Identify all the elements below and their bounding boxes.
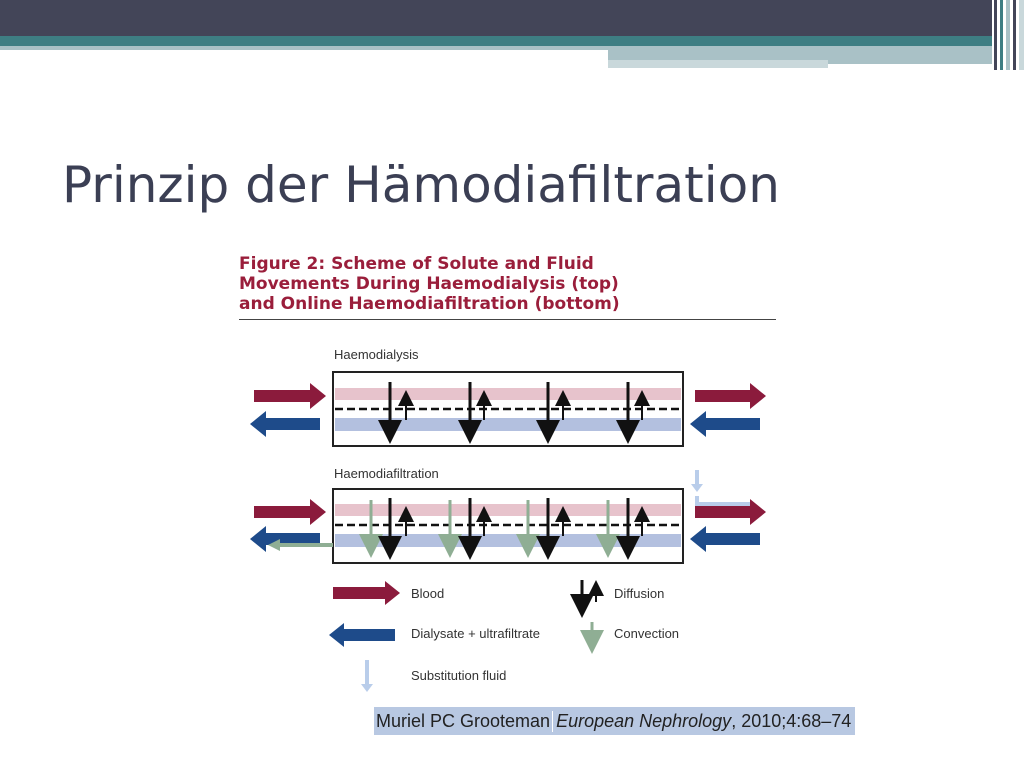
legend-dialysate-swatch xyxy=(329,623,395,647)
legend-blood-swatch xyxy=(333,581,400,605)
header-stripe-pale xyxy=(608,60,828,68)
haemodialysis-panel xyxy=(250,372,766,446)
figure-caption-line: and Online Haemodiafiltration (bottom) xyxy=(239,294,620,314)
slide-header-bar xyxy=(0,0,1024,36)
figure-caption xyxy=(239,254,639,314)
legend-item-substitution xyxy=(361,660,506,692)
dialysate-out-arrow xyxy=(250,526,320,552)
legend-item-diffusion xyxy=(582,580,664,606)
citation-author: Muriel PC Grooteman xyxy=(374,711,553,732)
citation-reference: , 2010;4:68–74 xyxy=(731,710,852,731)
slide-title: Prinzip der Hämodiafiltration xyxy=(62,156,780,214)
legend-item-dialysate xyxy=(329,623,540,647)
dialysate-in-arrow xyxy=(690,526,760,552)
caption-divider xyxy=(239,319,776,320)
figure-caption-line: Movements During Haemodialysis (top) xyxy=(239,274,619,294)
citation-journal: European Nephrology xyxy=(556,710,732,731)
header-stripe-light-left xyxy=(0,46,608,50)
haemodiafiltration-panel xyxy=(250,470,766,563)
dialysis-scheme-diagram xyxy=(240,338,780,698)
blood-in-arrow xyxy=(254,383,326,409)
legend-item-convection xyxy=(592,622,679,642)
legend-item-blood xyxy=(333,581,444,605)
legend-diffusion-label: Diffusion xyxy=(614,586,665,601)
legend-substitution-label: Substitution fluid xyxy=(411,668,507,683)
legend xyxy=(329,580,679,692)
legend-convection-label: Convection xyxy=(614,626,680,641)
panel-label-haemodiafiltration: Haemodiafiltration xyxy=(334,466,439,481)
legend-blood-label: Blood xyxy=(411,586,445,601)
figure-caption-line: Figure 2: Scheme of Solute and Fluid xyxy=(239,254,594,274)
blood-out-arrow xyxy=(695,383,766,409)
blood-in-arrow xyxy=(254,499,326,525)
dialysate-in-arrow xyxy=(690,411,760,437)
header-right-decoration xyxy=(992,0,1024,70)
legend-dialysate-label: Dialysate + ultrafiltrate xyxy=(411,626,540,641)
legend-substitution-swatch-head xyxy=(361,684,373,692)
substitution-fluid-arrow xyxy=(691,470,750,504)
panel-label-haemodialysis: Haemodialysis xyxy=(334,347,419,362)
dialysate-out-arrow xyxy=(250,411,320,437)
citation-box xyxy=(374,707,855,735)
header-stripe-teal xyxy=(0,36,1000,46)
